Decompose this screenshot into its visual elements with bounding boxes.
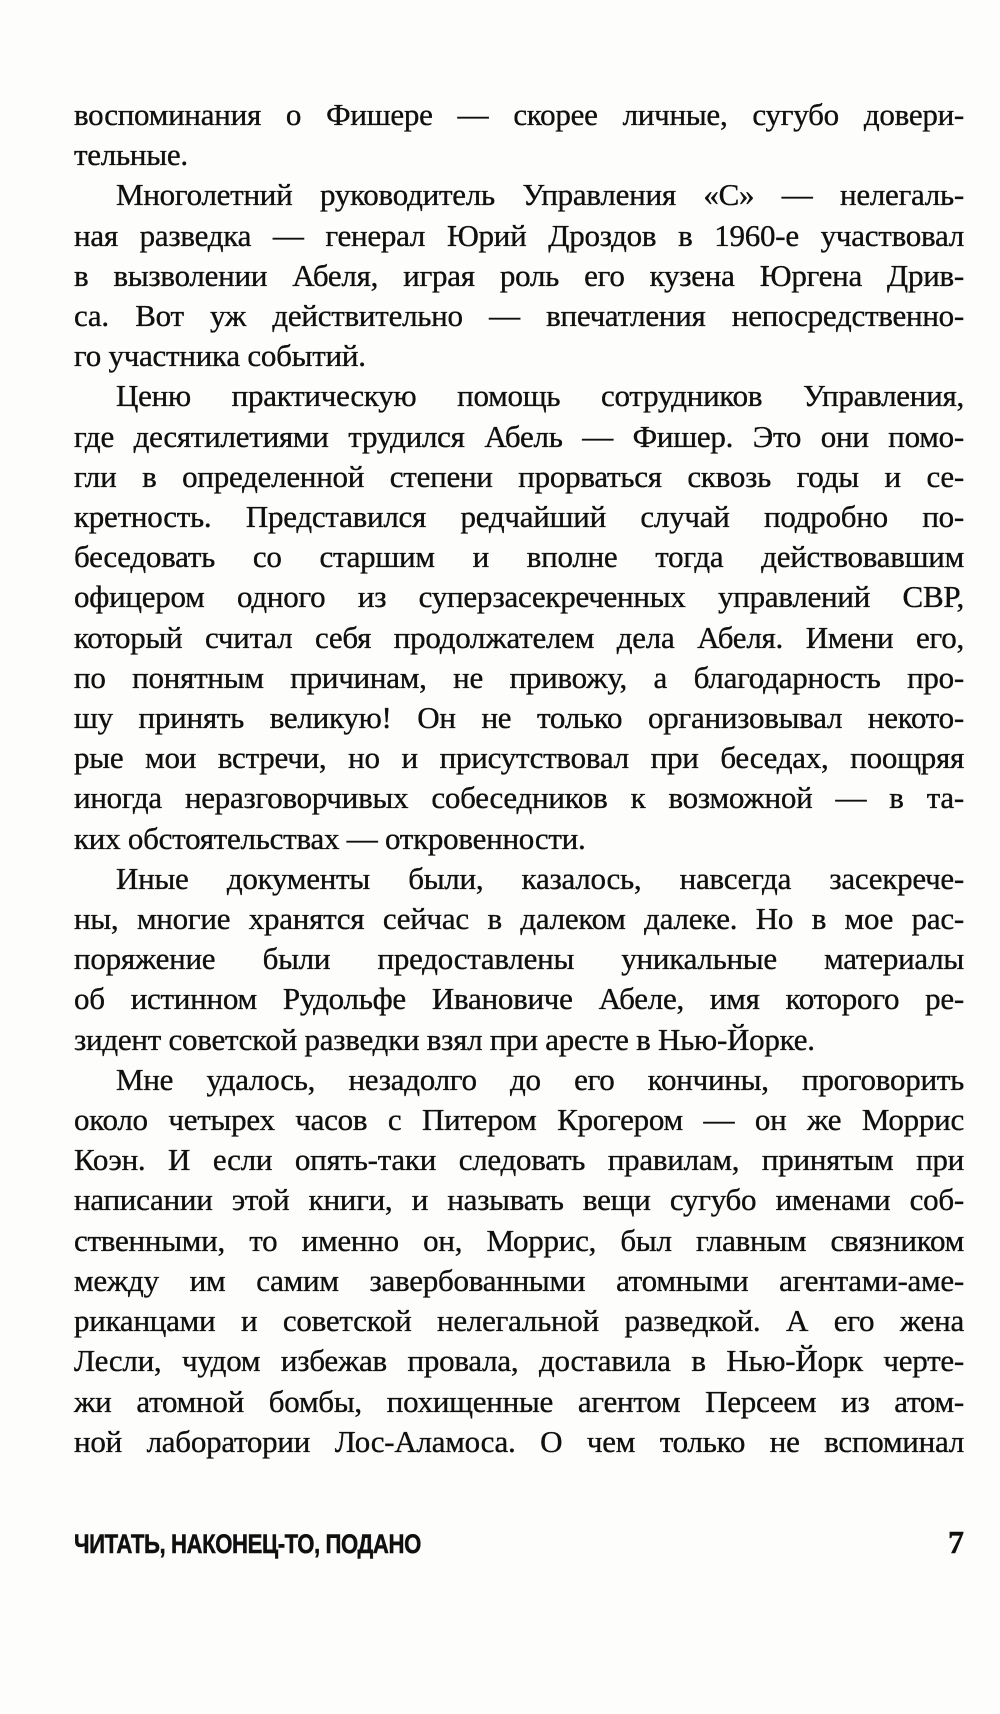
paragraph [74,859,964,1060]
text-line: жи атомной бомбы, похищенные агентом Персеем из атом- [74,1383,964,1419]
text-line: по понятным причинам, не привожу, а благодарность про- [74,659,964,695]
text-line: ны, многие хранятся сейчас в далеком далеке. Но в мое рас- [74,901,964,937]
text-line: ная разведка — генерал Юрий Дроздов в 1960-е участвовал [74,217,964,253]
text-line: Коэн. И если опять-таки следовать правилам, принятым при [74,1142,964,1178]
text-line: Иные документы были, казалось, навсегда засекрече- [116,860,964,896]
text-line: Многолетний руководитель Управления «С» — нелегаль- [116,177,964,213]
text-line: рые мои встречи, но и присутствовал при беседах, поощряя [74,740,964,776]
text-line: иногда неразговорчивых собеседников к возможной — в та- [74,780,964,816]
page-number: 7 [948,1524,964,1560]
page-footer [74,1524,964,1561]
text-line: ной лаборатории Лос-Аламоса. О чем только не вспоминал [74,1423,964,1459]
text-line: риканцами и советской нелегальной разведкой. А его жена [74,1303,964,1339]
paragraph [74,376,964,858]
text-line: между им самим завербованными атомными агентами-аме- [74,1262,964,1298]
text-line: Ценю практическую помощь сотрудников Управления, [116,378,964,414]
text-line: зидент советской разведки взял при аресте в Нью-Йорке. [74,1021,815,1057]
text-line: беседовать со старшим и вполне тогда действовавшим [74,539,964,575]
text-line: офицером одного из суперзасекреченных управлений СВР, [74,579,964,615]
text-line: около четырех часов с Питером Крогером — он же Моррис [74,1102,964,1138]
text-line: тельные. [74,137,188,173]
page-text [74,95,964,1462]
text-line: Мне удалось, незадолго до его кончины, проговорить [116,1061,964,1097]
text-line: Лесли, чудом избежав провала, доставила в Нью-Йорк черте- [74,1343,964,1379]
text-line: ких обстоятельствах — откровенности. [74,820,586,856]
text-line: ственными, то именно он, Моррис, был главным связником [74,1222,964,1258]
paragraph [74,95,964,175]
text-line: написании этой книги, и называть вещи сугубо именами соб- [74,1182,964,1218]
text-line: воспоминания о Фишере — скорее личные, сугубо довери- [74,97,964,132]
text-line: который считал себя продолжателем дела Абеля. Имени его, [74,619,964,655]
running-title: ЧИТАТЬ, НАКОНЕЦ-ТО, ПОДАНО [74,1529,421,1559]
text-line: в вызволении Абеля, играя роль его кузена Юргена Дрив- [74,257,964,293]
text-line: шу принять великую! Он не только организовывал некото- [74,700,964,736]
text-line: об истинном Рудольфе Ивановиче Абеле, имя которого ре- [74,981,964,1017]
paragraph [74,175,964,376]
paragraph [74,1060,964,1462]
text-line: где десятилетиями трудился Абель — Фишер. Это они помо- [74,418,964,454]
text-line: са. Вот уж действительно — впечатления непосредственно- [74,298,964,334]
text-line: гли в определенной степени прорваться сквозь годы и се- [74,458,964,494]
text-line: поряжение были предоставлены уникальные материалы [74,941,964,977]
text-line: го участника событий. [74,338,366,374]
text-line: кретность. Представился редчайший случай подробно по- [74,499,964,535]
